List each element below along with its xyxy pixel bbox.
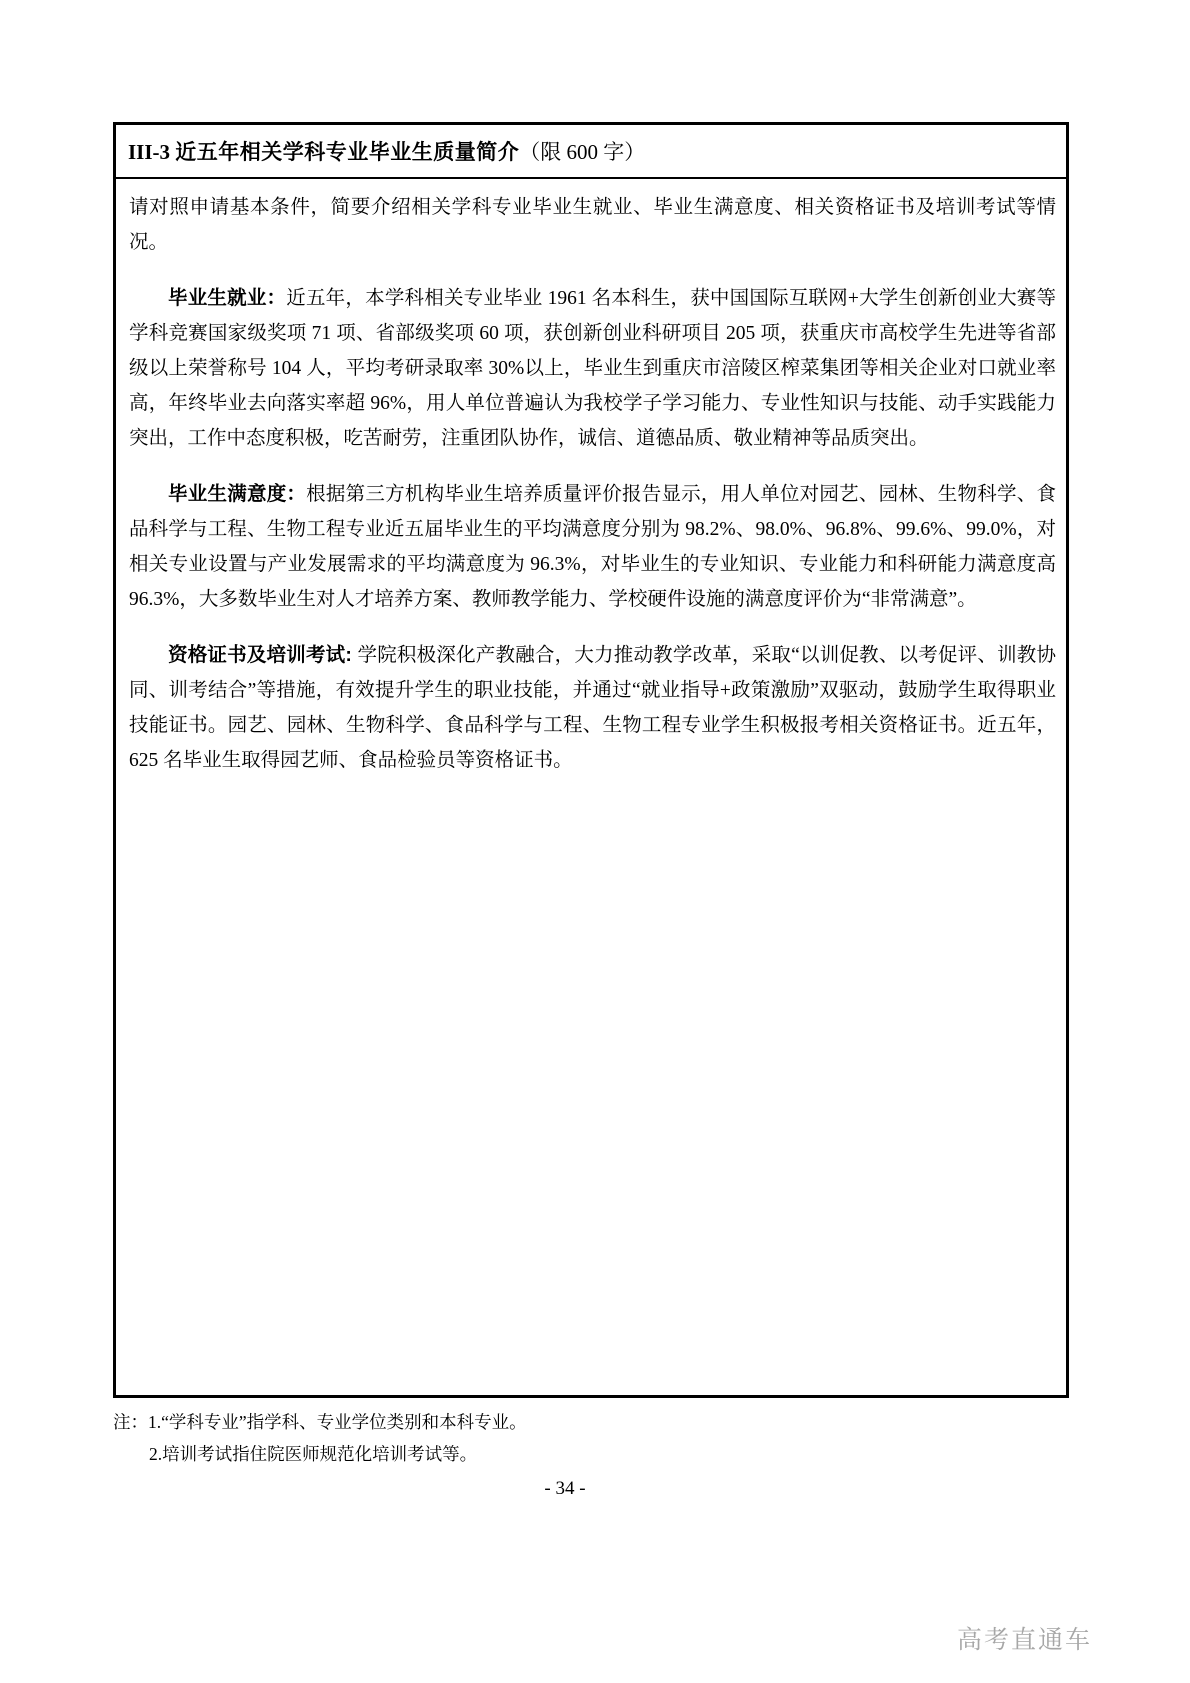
intro-paragraph: 请对照申请基本条件，简要介绍相关学科专业毕业生就业、毕业生满意度、相关资格证书及培训考试等情况。 (129, 197, 1056, 253)
paragraph-employment-lead: 毕业生就业： (168, 287, 287, 309)
paragraph-satisfaction (129, 477, 1056, 617)
footnote-1 (113, 1406, 527, 1438)
paragraph-certificates-text: 学院积极深化产教融合，大力推动教学改革，采取“以训促教、以考促评、训教协同、训考结合”等措施，有效提升学生的职业技能，并通过“就业指导+政策激励”双驱动，鼓励学生取得职业技能证书。园艺、园林、生物科学、食品科学与工程、生物工程专业学生积极报考相关资格证书。近五年，625 名毕业生取得园艺师、食品检验员等资格证书。 (129, 645, 1056, 771)
paragraph-employment (129, 281, 1056, 456)
footnote-1-text: 1.“学科专业”指学科、专业学位类别和本科专业。 (148, 1412, 527, 1432)
footnote-label: 注： (113, 1412, 148, 1432)
form-section-box (113, 122, 1069, 1398)
paragraph-satisfaction-lead: 毕业生满意度： (168, 483, 307, 505)
paragraph-certificates (129, 638, 1056, 778)
footnote-2-text: 2.培训考试指住院医师规范化培训考试等。 (149, 1444, 478, 1464)
footnote-2 (149, 1438, 527, 1470)
page-number: - 34 - (544, 1478, 586, 1499)
section-number: III-3 (128, 140, 176, 164)
paragraph-satisfaction-text: 根据第三方机构毕业生培养质量评价报告显示，用人单位对园艺、园林、生物科学、食品科学与工程、生物工程专业近五届毕业生的平均满意度分别为 98.2%、98.0%、96.8%、99.6%、99.0%，对相关专业设置与产业发展需求的平均满意度为 96.3%，对毕业生的专业知识、专业能力和科研能力满意度高 96.3%，大多数毕业生对人才培养方案、教师教学能力、学校硬件设施的满意度评价为“非常满意”。 (129, 484, 1057, 610)
watermark: 高考直通车 (956, 1626, 1092, 1654)
section-title: 近五年相关学科专业毕业生质量简介 (175, 141, 520, 164)
section-body (116, 179, 1066, 778)
section-word-limit: （限 600 字） (519, 140, 646, 164)
footnotes (113, 1406, 527, 1470)
paragraph-certificates-lead: 资格证书及培训考试: (168, 644, 358, 666)
paragraph-employment-text: 近五年，本学科相关专业毕业 1961 名本科生，获中国国际互联网+大学生创新创业大赛等学科竞赛国家级奖项 71 项、省部级奖项 60 项，获创新创业科研项目 205 项，获重庆市高校学生先进等省部级以上荣誉称号 104 人，平均考研录取率 30%以上，毕业生到重庆市涪陵区榨菜集团等相关企业对口就业率高，年终毕业去向落实率超 96%，用人单位普遍认为我校学子学习能力、专业性知识与技能、动手实践能力突出，工作中态度积极，吃苦耐劳，注重团队协作，诚信、道德品质、敬业精神等品质突出。 (129, 288, 1056, 449)
section-header (116, 125, 1066, 179)
